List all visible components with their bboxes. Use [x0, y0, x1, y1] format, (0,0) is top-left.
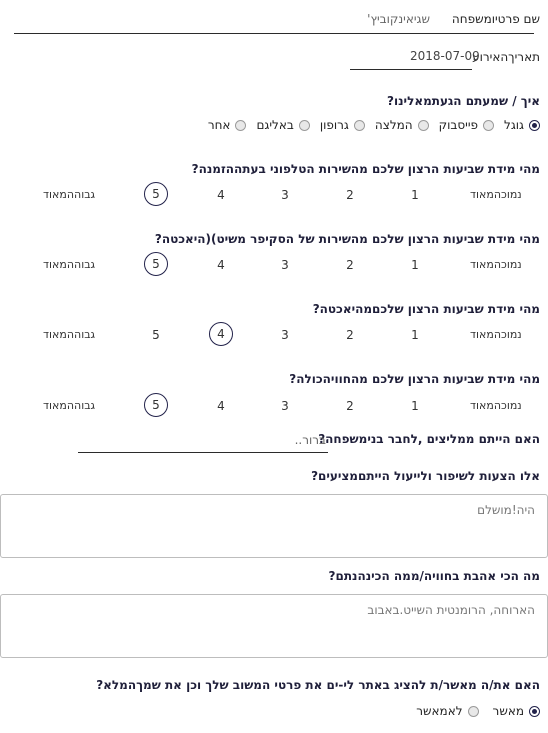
scale-low-label: נמוכהמאוד: [470, 328, 522, 341]
rating-option[interactable]: 1: [411, 188, 419, 202]
radio-icon: [354, 120, 365, 131]
date-field-label: תאריךהאירוע: [472, 50, 540, 64]
rating-option-selected[interactable]: 5: [144, 252, 168, 276]
source-option-label: באליגם: [256, 118, 294, 132]
consent-option-decline[interactable]: [416, 704, 478, 718]
suggestions-label: אלו הצעות לשיפור ולייעול הייתםמציעים?: [311, 469, 540, 483]
source-option-google[interactable]: [504, 118, 540, 132]
source-option-facebook[interactable]: [439, 118, 494, 132]
scale-low-label: נמוכהמאוד: [470, 188, 522, 201]
rating-scale: [0, 252, 548, 278]
scale-low-label: נמוכהמאוד: [470, 399, 522, 412]
rating-option-selected[interactable]: 4: [209, 322, 233, 346]
consent-option-label: מאשר: [492, 704, 524, 718]
rating-option[interactable]: 2: [346, 188, 354, 202]
rating-option[interactable]: 2: [346, 258, 354, 272]
radio-icon: [418, 120, 429, 131]
scale-high-label: גבוההמאוד: [43, 328, 96, 341]
radio-icon: [468, 706, 479, 717]
rating-question-label: מהי מידת שביעות הרצון שלכם מהשירות הטלפוני בעתההזמנה?: [191, 162, 540, 176]
source-options: [198, 118, 540, 132]
consent-option-label: לאמאשר: [416, 704, 463, 718]
source-question-label: איך / שמעתם הגעתמאלינו?: [387, 94, 540, 108]
radio-selected-icon: [529, 706, 540, 717]
scale-high-label: גבוההמאוד: [43, 188, 96, 201]
rating-option[interactable]: 5: [152, 328, 160, 342]
radio-icon: [235, 120, 246, 131]
suggestions-value: היה!מושלם: [477, 503, 535, 517]
radio-selected-icon: [529, 120, 540, 131]
rating-option[interactable]: 1: [411, 328, 419, 342]
source-option-label: גרופון: [319, 118, 349, 132]
consent-options: [406, 704, 540, 718]
name-field-underline: [14, 33, 534, 34]
name-field-label: שם פרטיומשפחה: [451, 12, 540, 26]
rating-scale: [0, 182, 548, 208]
rating-option[interactable]: 1: [411, 258, 419, 272]
rating-question-label: מהי מידת שביעות הרצון שלכם מהחוויהכולה?: [289, 372, 540, 386]
rating-option[interactable]: 1: [411, 399, 419, 413]
recommend-question-label: האם הייתם ממליצים ,לחבר בנימשפחה?: [318, 432, 540, 446]
rating-question-label: מהי מידת שביעות הרצון שלכם מהשירות של הסקיפר משיט)(היאכטה?: [154, 232, 540, 246]
name-field-value[interactable]: שגיאינקוביץ': [367, 12, 430, 26]
source-option-label: המלצה: [374, 118, 413, 132]
source-option-baligam[interactable]: [256, 118, 309, 132]
rating-option[interactable]: 4: [217, 258, 225, 272]
date-field-input[interactable]: [350, 44, 480, 70]
liked-textarea[interactable]: [0, 594, 548, 658]
date-field-value: 2018-07-09: [410, 49, 480, 63]
rating-scale: [0, 322, 548, 348]
rating-option[interactable]: 4: [217, 399, 225, 413]
recommend-input[interactable]: ברור..: [294, 433, 326, 447]
rating-option[interactable]: 3: [281, 399, 289, 413]
consent-option-approve[interactable]: [493, 704, 540, 718]
recommend-underline: [78, 452, 328, 453]
rating-option[interactable]: 3: [281, 258, 289, 272]
rating-question-label: מהי מידת שביעות הרצון שלכםמהיאכטה?: [312, 302, 540, 316]
scale-low-label: נמוכהמאוד: [470, 258, 522, 271]
liked-label: מה הכי אהבת בחוויה/ממה הכינהנתם?: [328, 569, 540, 583]
radio-icon: [299, 120, 310, 131]
source-option-recommendation[interactable]: [375, 118, 429, 132]
suggestions-textarea[interactable]: [0, 494, 548, 558]
rating-option[interactable]: 3: [281, 188, 289, 202]
scale-high-label: גבוההמאוד: [43, 258, 96, 271]
rating-option-selected[interactable]: 5: [144, 182, 168, 206]
liked-value: הארוחה, הרומנטית השייט.באבוב: [367, 603, 535, 617]
scale-high-label: גבוההמאוד: [43, 399, 96, 412]
source-option-label: אחר: [207, 118, 231, 132]
radio-icon: [483, 120, 494, 131]
source-option-label: פייסבוק: [438, 118, 479, 132]
consent-question-label: האם את/ה מאשר/ת להציג באתר לי-ים את פרטי המשוב שלך וכן את שמךהמלא?: [96, 678, 540, 692]
rating-option[interactable]: 3: [281, 328, 289, 342]
source-option-label: גוגל: [504, 118, 524, 132]
rating-scale: [0, 393, 548, 419]
rating-option[interactable]: 2: [346, 328, 354, 342]
source-option-groupon[interactable]: [320, 118, 365, 132]
rating-option-selected[interactable]: 5: [144, 393, 168, 417]
rating-option[interactable]: 2: [346, 399, 354, 413]
rating-option[interactable]: 4: [217, 188, 225, 202]
source-option-other[interactable]: [208, 118, 247, 132]
